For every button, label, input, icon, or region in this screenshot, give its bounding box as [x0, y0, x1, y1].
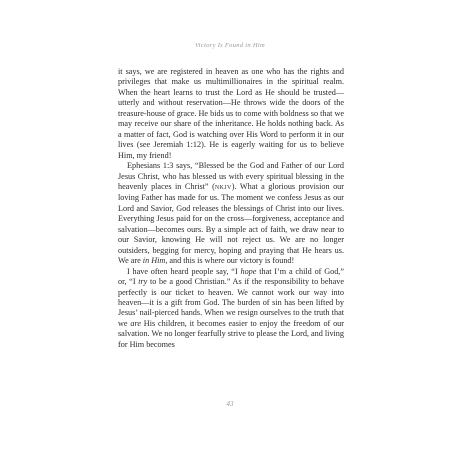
text-run: I have often heard people say, “I	[127, 266, 241, 276]
text-run: it says, we are registered in heaven as one who has the rights and privileges that make us multimillionaires in the spiritual realm. When the heart learns to trust the Lord as He should be trusted—utterly and without reservation—He throws wide the doors of the treasure-house of grace. He bids us to come with boldness so that we may receive our share of the inheritance. He holds nothing back. As a matter of fact, God is watching over His Word to perform it in our lives (see Jeremiah 1:12). He is eagerly waiting for us to believe Him, my friend!	[118, 67, 344, 160]
paragraph	[118, 267, 344, 351]
text-run: to be a good Christian.” As if the responsibility to behave perfectly is our ticket to heaven. We cannot work our way into heaven—it is a gift from God. The burden of sin has been lifted by Jesus’ nail-pierced hands. When we resign ourselves to the truth that we	[118, 277, 344, 328]
text-run: that I’m a child of God,” or, “I	[118, 266, 344, 287]
paragraph	[118, 67, 344, 161]
text-run: His children, it becomes easier to enjoy the freedom of our salvation. We no longer fearfully strive to please the Lord, and living for Him becomes	[118, 318, 344, 349]
text-run: are	[130, 318, 141, 328]
paragraph	[118, 161, 344, 267]
text-run: , and this is where our victory is found!	[165, 256, 295, 266]
text-run: hope	[240, 266, 257, 276]
body-text	[118, 67, 344, 350]
text-run: NKJV	[214, 184, 232, 191]
text-run: Ephesians 1:3 says, “Blessed be the God and Father of our Lord Jesus Christ, who has blessed us with every spiritual blessing in the heavenly places in Christ” (	[118, 161, 344, 191]
text-run: ). What a glorious provision our loving Father has made for us. The moment we confess Jesus as our Lord and Savior, God releases the blessings of Christ into our lives. Everything Jesus paid for on the cross—forgiveness, acceptance and salvation—becomes ours. By a simple act of faith, we draw near to our Savior, knowing He will not reject us. We are no longer outsiders, begging for mercy, hoping and praying that He hears us. We are	[118, 181, 344, 266]
text-run: try	[138, 277, 148, 287]
running-head: Victory Is Found in Him	[195, 42, 265, 49]
text-run: in Him	[142, 256, 166, 266]
page-number: 43	[226, 400, 234, 408]
